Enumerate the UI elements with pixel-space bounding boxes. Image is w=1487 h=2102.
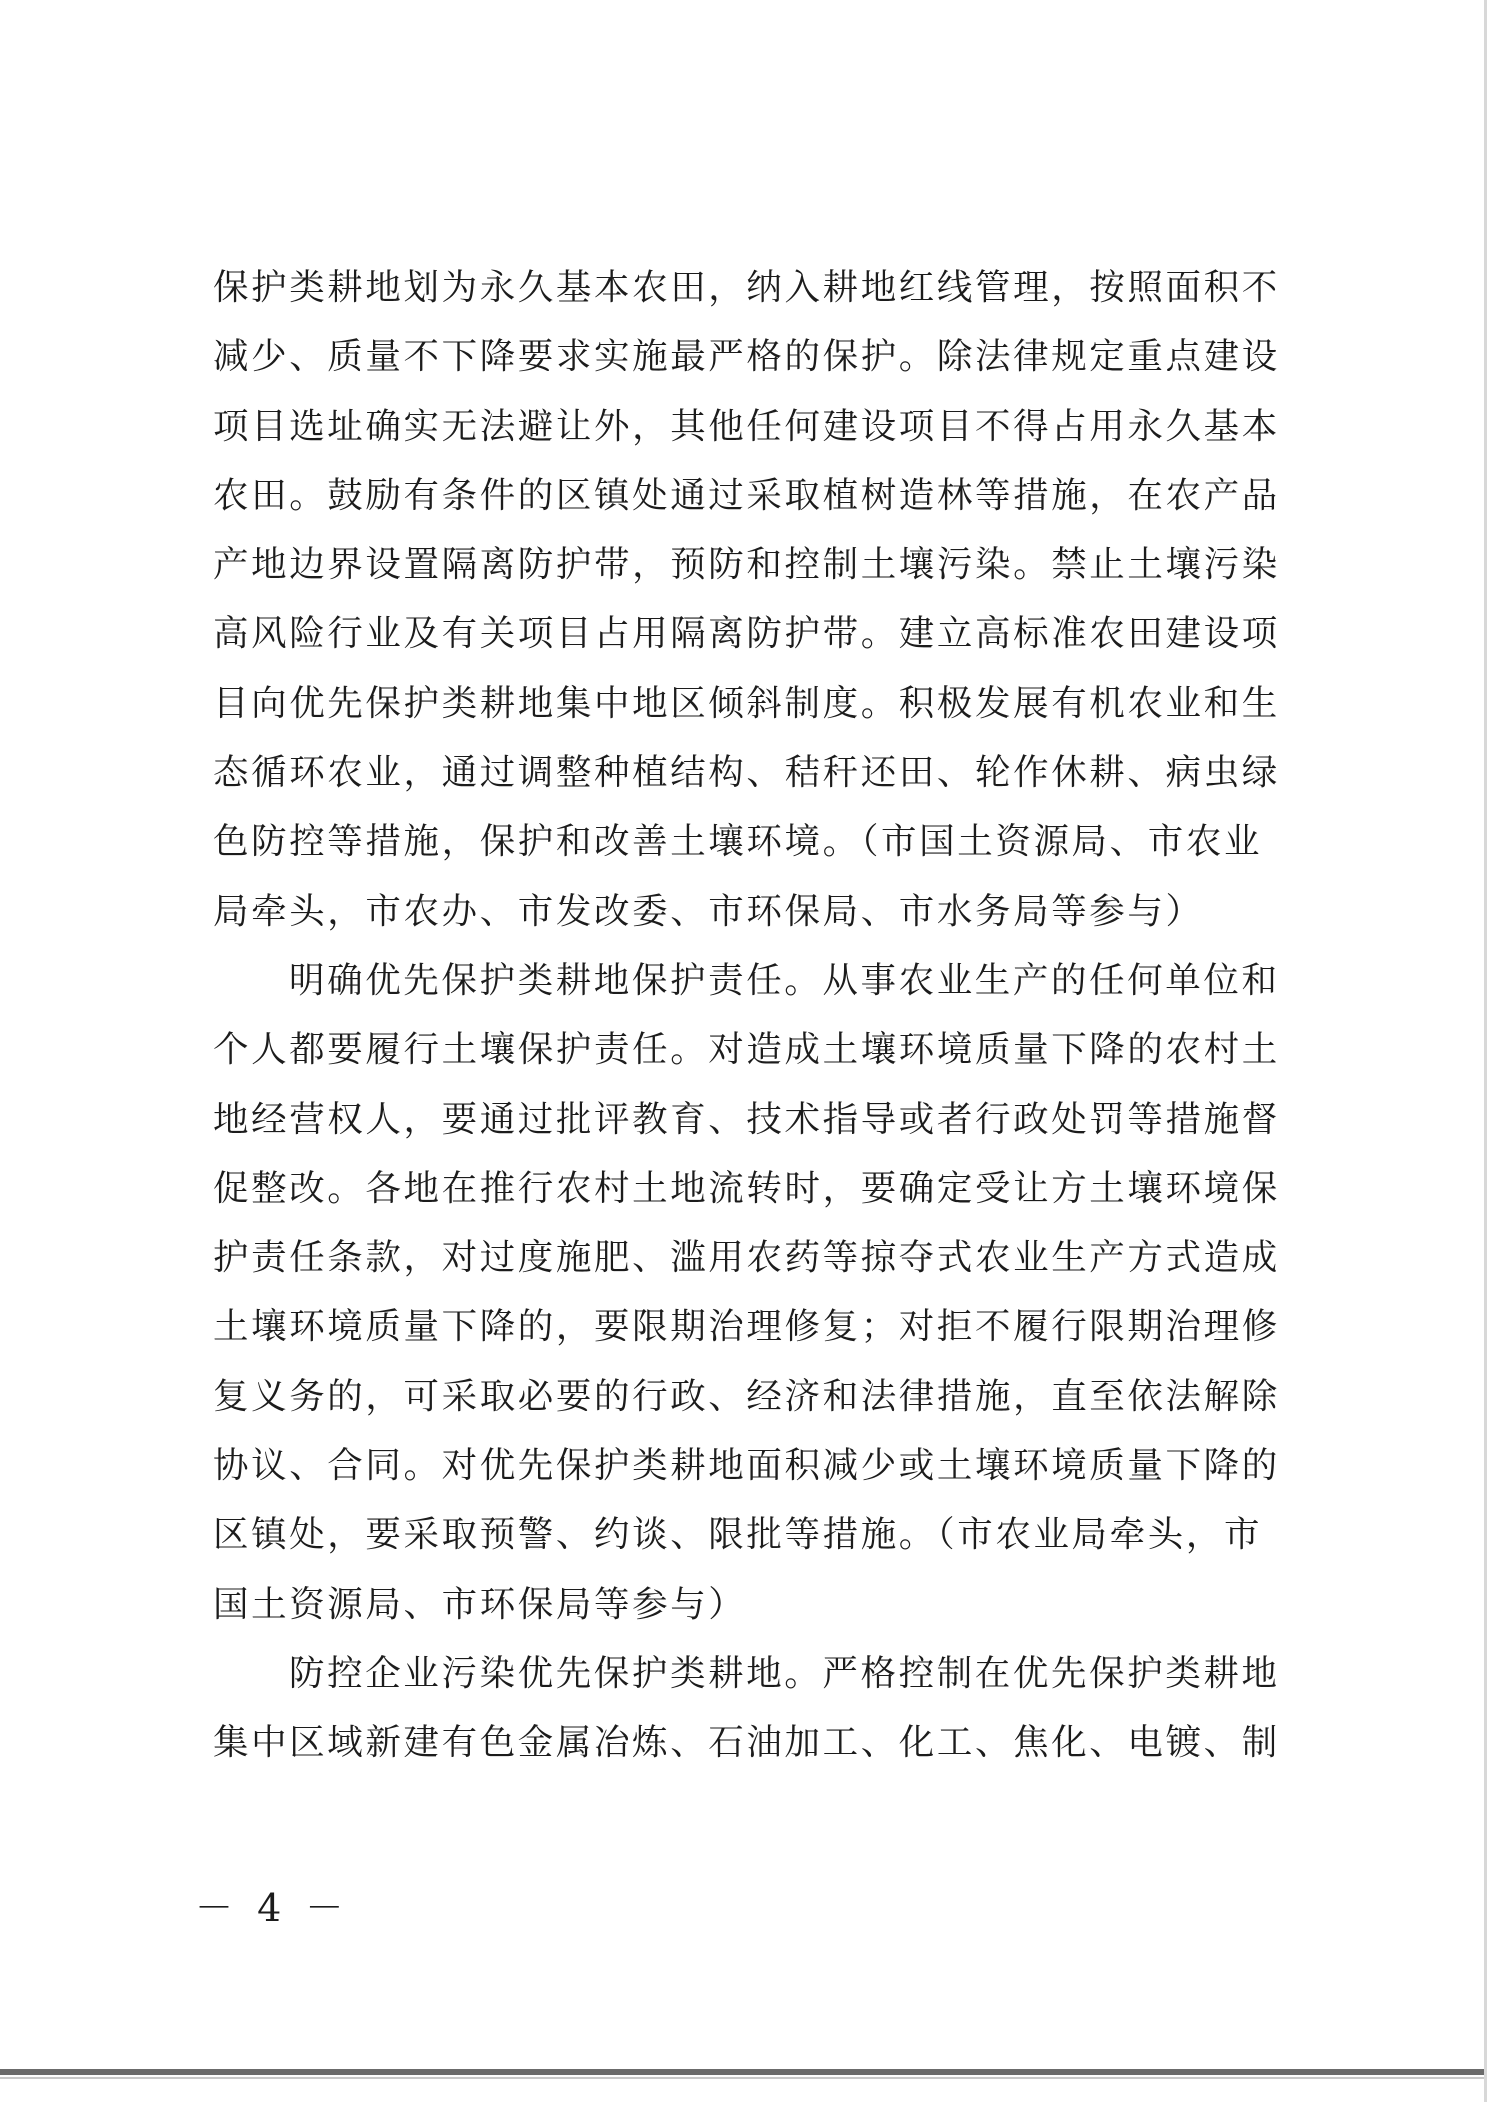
text-line: 减少、质量不下降要求实施最严格的保护。除法律规定重点建设 [213,336,1280,378]
text-line: 目向优先保护类耕地集中地区倾斜制度。积极发展有机农业和生 [213,682,1280,724]
text-line: 高风险行业及有关项目占用隔离防护带。建立高标准农田建设项 [213,613,1280,655]
scan-bottom-edge-shadow [0,2077,1487,2079]
text-line: 态循环农业，通过调整种植结构、秸秆还田、轮作休耕、病虫绿 [213,752,1280,794]
body-text [213,253,1343,1778]
text-line: 护责任条款，对过度施肥、滥用农药等掠夺式农业生产方式造成 [213,1237,1280,1279]
text-line: 色防控等措施，保护和改善土壤环境。（市国土资源局、市农业 [213,821,1263,863]
text-line: 产地边界设置隔离防护带，预防和控制土壤污染。禁止土壤污染 [213,544,1280,586]
paragraph-start-line: 防控企业污染优先保护类耕地。严格控制在优先保护类耕地 [289,1652,1280,1694]
text-line: 农田。鼓励有条件的区镇处通过采取植树造林等措施，在农产品 [213,474,1280,516]
text-line: 土壤环境质量下降的，要限期治理修复；对拒不履行限期治理修 [213,1306,1280,1348]
text-line: 国土资源局、市环保局等参与） [213,1583,747,1625]
paragraph-start-line: 明确优先保护类耕地保护责任。从事农业生产的任何单位和 [289,959,1280,1001]
text-line: 集中区域新建有色金属冶炼、石油加工、化工、焦化、电镀、制 [213,1722,1280,1764]
text-line: 个人都要履行土壤保护责任。对造成土壤环境质量下降的农村土 [213,1029,1280,1071]
page-number: － 4 － [195,1886,350,1930]
text-line: 促整改。各地在推行农村土地流转时，要确定受让方土壤环境保 [213,1167,1280,1209]
text-line: 地经营权人，要通过批评教育、技术指导或者行政处罚等措施督 [213,1098,1280,1140]
scan-bottom-edge [0,2069,1487,2075]
text-line: 保护类耕地划为永久基本农田，纳入耕地红线管理，按照面积不 [213,267,1280,308]
text-line: 协议、合同。对优先保护类耕地面积减少或土壤环境质量下降的 [213,1445,1280,1487]
text-line: 局牵头，市农办、市发改委、市环保局、市水务局等参与） [213,890,1204,932]
text-line: 项目选址确实无法避让外，其他任何建设项目不得占用永久基本 [213,405,1280,447]
text-line: 区镇处，要采取预警、约谈、限批等措施。（市农业局牵头，市 [213,1514,1263,1556]
text-line: 复义务的，可采取必要的行政、经济和法律措施，直至依法解除 [213,1375,1280,1417]
